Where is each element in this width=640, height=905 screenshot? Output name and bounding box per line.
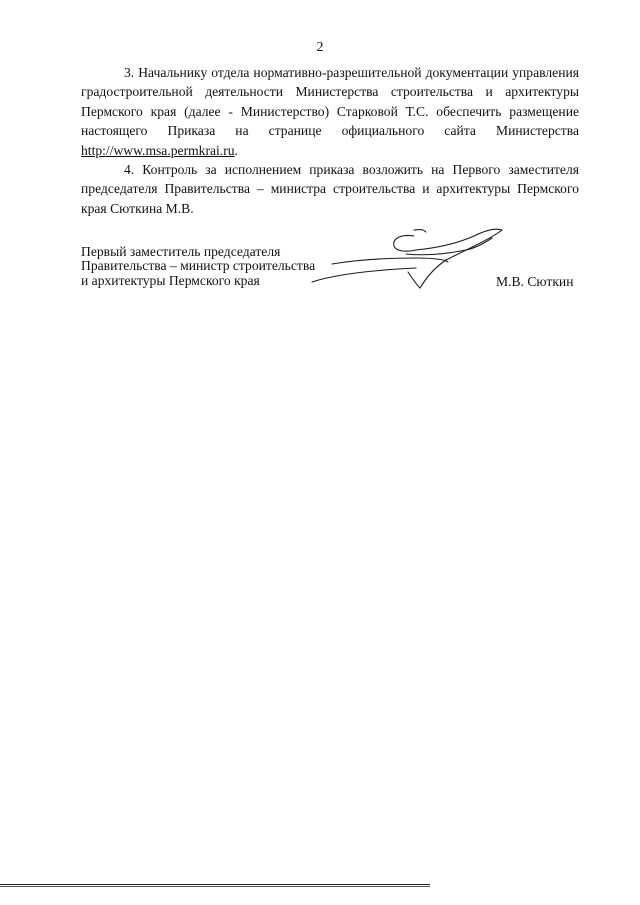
bottom-rule	[0, 884, 430, 885]
document-body	[81, 63, 579, 218]
signatory-position-line-2: Правительства – министр строительства	[81, 258, 316, 274]
paragraph-4: 4. Контроль за исполнением приказа возложить на Первого заместителя председателя Правительства – министра строительства и архитектуры Пермского края Сюткина М.В.	[81, 162, 579, 216]
handwritten-signature	[296, 224, 512, 294]
signatory-name: М.В. Сюткин	[496, 274, 574, 289]
signatory-position-line-3: и архитектуры Пермского края	[81, 272, 260, 288]
signatory-position-line-1: Первый заместитель председателя	[81, 244, 281, 259]
paragraph-3	[81, 63, 579, 160]
paragraph-3-end: .	[234, 142, 238, 158]
ministry-website-link[interactable]: http://www.msa.permkrai.ru	[81, 142, 235, 158]
page-number: 2	[316, 40, 324, 55]
paragraph-3-text: 3. Начальнику отдела нормативно-разрешительной документации управления градостроительной деятельности Министерства строительства и архитектуры Пермского края (далее - Министерство) Старковой Т.С. обеспечить размещение настоящего Приказа на странице официального сайта Министерства	[81, 65, 579, 139]
bottom-rule-secondary	[0, 886, 430, 887]
